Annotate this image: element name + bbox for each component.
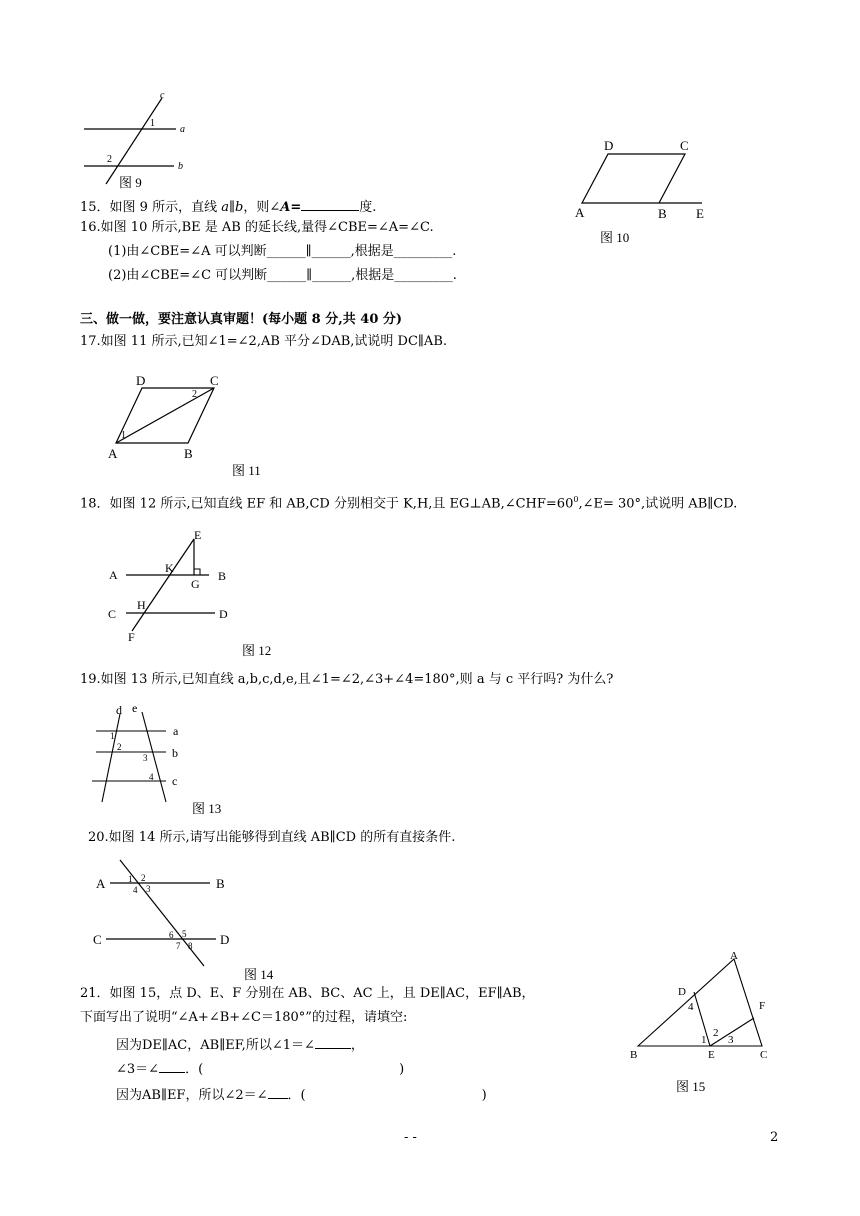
label-A: A	[730, 950, 738, 962]
figure-10-caption: 图 10	[600, 230, 630, 245]
question-16-part-1: (1)由∠CBE=∠A 可以判断______∥______,根据是_________.	[108, 244, 457, 259]
label-angle-1: 1	[128, 874, 133, 884]
section-3-heading: 三、做一做，要注意认真审题！(每小题 8 分,共 40 分)	[80, 312, 403, 327]
label-A: A	[575, 205, 585, 220]
question-16-part-2: (2)由∠CBE=∠C 可以判断______∥______,根据是_________.	[108, 268, 457, 283]
label-D: D	[604, 138, 614, 153]
question-21-step-2: ∠3＝∠ ．( )	[116, 1062, 405, 1077]
question-21-step-3: 因为AB∥EF，所以∠2＝∠ ．( )	[116, 1088, 487, 1103]
label-angle-2: 2	[713, 1027, 719, 1039]
label-angle-4: 4	[149, 772, 154, 782]
label-angle-7: 7	[176, 941, 181, 951]
answer-blank-15[interactable]	[301, 198, 359, 211]
label-D: D	[678, 986, 686, 998]
label-angle-2: 2	[141, 873, 146, 883]
label-angle-3: 3	[143, 753, 148, 763]
label-angle-3: 3	[146, 884, 151, 894]
label-B: B	[216, 876, 225, 891]
label-angle-8: 8	[188, 941, 193, 951]
question-20: 20.如图 14 所示,请写出能够得到直线 AB∥CD 的所有直接条件.	[88, 830, 456, 845]
label-angle-5: 5	[182, 929, 187, 939]
label-b: b	[178, 161, 183, 172]
page-number: 2	[770, 1130, 779, 1145]
label-B: B	[658, 206, 667, 221]
label-angle-1: 1	[701, 1034, 707, 1046]
label-D: D	[220, 932, 230, 947]
label-H: H	[137, 598, 146, 612]
question-21-prompt: 下面写出了说明“∠A+∠B+∠C＝180°”的过程，请填空:	[80, 1010, 408, 1025]
label-D: D	[136, 373, 146, 388]
question-21-step-1: 因为DE∥AC，AB∥EF,所以∠1＝∠ ，	[116, 1038, 364, 1053]
question-15: 15．如图 9 所示，直线 a∥b，则∠A= 度.	[80, 200, 377, 215]
question-18: 18．如图 12 所示,已知直线 EF 和 AB,CD 分别相交于 K,H,且 $EG\perp AB,\angle CHF=60^0,\angle E= 30^\circ$,试说明 AB∥CD.	[80, 495, 738, 512]
label-angle-2: 2	[117, 742, 122, 752]
label-angle-1: 1	[150, 118, 155, 129]
answer-blank-21-3[interactable]	[268, 1086, 288, 1099]
label-angle-3: 3	[728, 1034, 734, 1046]
label-angle-4: 4	[688, 1001, 694, 1013]
label-K: K	[165, 561, 174, 575]
label-B: B	[630, 1049, 638, 1061]
figure-15-caption: 图 15	[676, 1079, 706, 1094]
label-A: A	[96, 876, 106, 891]
label-D: D	[219, 607, 228, 621]
label-A: A	[108, 446, 118, 461]
label-C: C	[760, 1049, 768, 1061]
label-d: d	[116, 703, 122, 717]
figure-13-diagram	[86, 700, 196, 804]
label-angle-2: 2	[192, 389, 197, 400]
label-B: B	[218, 569, 227, 583]
label-c: c	[160, 90, 165, 101]
label-E: E	[194, 528, 202, 542]
label-C: C	[210, 373, 219, 388]
label-a: a	[180, 124, 185, 135]
label-E: E	[708, 1049, 715, 1061]
footer-center: - -	[404, 1130, 417, 1145]
figure-12-caption: 图 12	[242, 643, 272, 658]
label-angle-1: 1	[121, 430, 126, 441]
question-21: 21．如图 15，点 D、E、F 分别在 AB、BC、AC 上，且 DE∥AC，EF∥AB，	[80, 986, 535, 1001]
label-C: C	[93, 932, 102, 947]
label-angle-6: 6	[169, 930, 174, 940]
label-F: F	[759, 1000, 766, 1012]
question-17: 17.如图 11 所示,已知∠1=∠2,AB 平分∠DAB,试说明 DC∥AB.	[80, 334, 448, 349]
figure-13-caption: 图 13	[192, 801, 222, 816]
label-angle-1: 1	[110, 731, 115, 741]
question-16: 16.如图 10 所示,BE 是 AB 的延长线,量得∠CBE=∠A=∠C.	[80, 220, 434, 235]
figure-15-diagram	[624, 948, 784, 1064]
question-19: 19.如图 13 所示,已知直线 a,b,c,d,e,且∠1=∠2,∠3+∠4=180°,则 a 与 c 平行吗? 为什么?	[80, 672, 614, 687]
figure-10-diagram	[570, 136, 720, 226]
label-A: A	[109, 568, 118, 582]
label-a: a	[173, 724, 179, 738]
figure-11-diagram	[104, 372, 234, 464]
label-b: b	[172, 746, 178, 760]
label-B: B	[184, 446, 193, 461]
figure-11-caption: 图 11	[232, 463, 261, 478]
label-c: c	[172, 774, 178, 788]
label-G: G	[191, 577, 200, 591]
figure-14-diagram	[90, 856, 240, 970]
figure-14-caption: 图 14	[244, 967, 274, 982]
label-C: C	[108, 607, 117, 621]
label-C: C	[680, 138, 689, 153]
figure-9-caption: 图 9	[119, 175, 142, 190]
figure-12-diagram	[102, 526, 242, 648]
answer-blank-21-2[interactable]	[159, 1060, 185, 1073]
answer-blank-21-1[interactable]	[315, 1036, 351, 1049]
label-F: F	[128, 630, 135, 644]
label-angle-4: 4	[133, 885, 138, 895]
label-e: e	[132, 701, 138, 715]
label-E: E	[696, 206, 704, 221]
label-angle-2: 2	[107, 154, 112, 165]
